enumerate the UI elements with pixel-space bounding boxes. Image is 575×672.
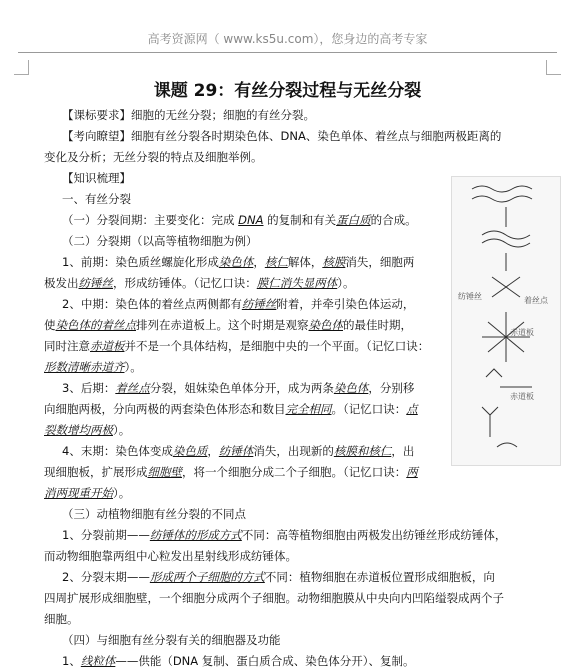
line-text: （三）动植物细胞有丝分裂的不同点 xyxy=(62,507,246,521)
line-text: 【考向瞭望】细胞有丝分裂各时期染色体、DNA、染色单体、着丝点与细胞两极距离的 xyxy=(62,129,502,143)
key-term: 着丝点 xyxy=(115,381,150,395)
key-term: 核膜和核仁 xyxy=(333,444,392,458)
text-line xyxy=(44,609,79,630)
line-text: ）。 xyxy=(113,486,131,500)
line-text: 消失，出现新的 xyxy=(253,444,334,458)
key-term: 消两现重开始 xyxy=(44,486,113,500)
key-term: 染色体 xyxy=(218,255,254,269)
line-text: 解体， xyxy=(287,255,323,269)
line-text: ）。 xyxy=(337,276,355,290)
line-text: 消失，细胞两 xyxy=(345,255,415,269)
line-text: 四周扩展形成细胞壁，一个细胞分成两个子细胞。动物细胞膜从中央向内凹陷缢裂成两个子 xyxy=(44,591,504,605)
key-term: 染色质 xyxy=(172,444,208,458)
header-rule xyxy=(18,52,557,53)
text-line xyxy=(62,252,414,273)
line-text: 细胞。 xyxy=(44,612,79,626)
text-line xyxy=(44,315,412,336)
line-text: 1、 xyxy=(62,654,81,668)
key-term: 核仁 xyxy=(264,255,288,269)
mitosis-diagram xyxy=(452,177,560,465)
key-term: 完全相同 xyxy=(285,402,332,416)
text-line xyxy=(62,504,246,525)
line-text: 2、分裂末期—— xyxy=(62,570,150,584)
line-text: 现细胞板，扩展形成 xyxy=(44,465,148,479)
line-text: 排列在赤道板上。这个时期是观察 xyxy=(136,318,309,332)
text-line xyxy=(44,420,130,441)
line-text: ， xyxy=(207,444,219,458)
line-text: 2、中期：染色体的着丝点两侧都有 xyxy=(62,297,242,311)
line-text: （一）分裂间期：主要变化：完成 xyxy=(62,213,239,227)
figure-label-equator-1: 赤道板 xyxy=(510,328,534,337)
text-line xyxy=(44,336,429,357)
line-text: 附着，并牵引染色体运动， xyxy=(276,297,415,311)
text-line xyxy=(62,105,315,126)
line-text: ，出 xyxy=(391,444,415,458)
line-text: 1、前期：染色质丝螺旋化形成 xyxy=(62,255,219,269)
key-term: 裂数增均两极 xyxy=(44,423,113,437)
key-term: 纺锤丝 xyxy=(78,276,113,290)
line-text: 同时注意 xyxy=(44,339,90,353)
line-text: 1、分裂前期—— xyxy=(62,528,150,542)
line-text: 的最佳时期， xyxy=(343,318,412,332)
line-text: 3、后期： xyxy=(62,381,116,395)
text-line xyxy=(62,567,495,588)
text-line xyxy=(44,546,297,567)
line-text: 。（记忆口诀： xyxy=(331,402,407,416)
text-line xyxy=(62,441,414,462)
key-term: 纺锤体 xyxy=(218,444,254,458)
line-text: 而动物细胞靠两组中心粒发出星射线形成纺锤体。 xyxy=(44,549,297,563)
key-term: 线粒体 xyxy=(80,654,116,668)
line-text: 分裂，姐妹染色单体分开，成为两条 xyxy=(149,381,334,395)
text-line xyxy=(62,126,501,147)
figure-label-equator-2: 赤道板 xyxy=(510,392,534,401)
line-text: （四）与细胞有丝分裂有关的细胞器及功能 xyxy=(62,633,281,647)
mitosis-figure xyxy=(451,176,561,466)
key-term: 纺锤丝 xyxy=(241,297,277,311)
figure-label-spindle: 纺锤丝 xyxy=(458,292,482,301)
page-title: 课题 29：有丝分裂过程与无丝分裂 xyxy=(153,81,422,101)
key-term: 染色体 xyxy=(308,318,343,332)
text-line xyxy=(44,273,355,294)
line-text: ，形成纺锤体。（记忆口诀： xyxy=(113,276,257,290)
text-line xyxy=(62,525,506,546)
key-term: 纺锤体的形成方式 xyxy=(149,528,242,542)
key-term: 膜仁消失显两体 xyxy=(256,276,338,290)
margin-corner-right xyxy=(546,60,561,75)
line-text: ，将一个细胞分成二个子细胞。（记忆口诀： xyxy=(182,465,407,479)
text-line xyxy=(44,483,130,504)
page-header: 高考资源网（ www.ks5u.com），您身边的高考专家 xyxy=(147,32,428,46)
line-text: ，分别移 xyxy=(368,381,415,395)
line-text: 不同：植物细胞在赤道板位置形成细胞板，向 xyxy=(264,570,495,584)
text-line xyxy=(62,210,417,231)
text-line xyxy=(62,231,258,252)
line-text: 的复制和有关 xyxy=(263,213,337,227)
key-term: 蛋白质 xyxy=(336,213,371,227)
line-text: （二）分裂期（以高等植物细胞为例） xyxy=(62,234,258,248)
line-text: 的合成。 xyxy=(370,213,417,227)
key-term: 染色体的着丝点 xyxy=(55,318,136,332)
key-term: DNA xyxy=(238,213,264,227)
key-term: 两 xyxy=(406,465,418,479)
line-text: ）。 xyxy=(124,360,142,374)
key-term: 赤道板 xyxy=(90,339,125,353)
line-text: 极发出 xyxy=(44,276,79,290)
key-term: 形数清晰赤道齐 xyxy=(44,360,125,374)
margin-corner-left xyxy=(14,60,29,75)
text-line xyxy=(44,147,263,168)
key-term: 细胞壁 xyxy=(147,465,182,479)
text-line xyxy=(44,357,142,378)
text-line xyxy=(62,294,414,315)
text-line xyxy=(62,630,281,651)
key-term: 核膜 xyxy=(322,255,346,269)
key-term: 形成两个子细胞的方式 xyxy=(149,570,265,584)
line-text: 4、末期：染色体变成 xyxy=(62,444,173,458)
line-text: ——供能（DNA 复制、蛋白质合成、染色体分开）、复制。 xyxy=(115,654,415,668)
line-text: 一、有丝分裂 xyxy=(62,192,131,206)
line-text: ， xyxy=(253,255,265,269)
figure-label-centromere: 着丝点 xyxy=(524,296,548,305)
line-text: 使 xyxy=(44,318,56,332)
line-text: ）。 xyxy=(113,423,131,437)
key-term: 染色体 xyxy=(333,381,369,395)
text-line xyxy=(44,399,418,420)
text-line xyxy=(62,168,131,189)
text-line xyxy=(44,588,504,609)
text-line xyxy=(62,189,131,210)
line-text: 【知识梳理】 xyxy=(62,171,131,185)
text-line xyxy=(62,378,414,399)
key-term: 点 xyxy=(406,402,418,416)
line-text: 向细胞两极，分向两极的两套染色体形态和数目 xyxy=(44,402,286,416)
line-text: 不同：高等植物细胞由两极发出纺锤丝形成纺锤体， xyxy=(241,528,507,542)
text-line xyxy=(44,462,418,483)
line-text: 【课标要求】细胞的无丝分裂；细胞的有丝分裂。 xyxy=(62,108,315,122)
line-text: 变化及分析；无丝分裂的特点及细胞举例。 xyxy=(44,150,263,164)
line-text: 并不是一个具体结构，是细胞中央的一个平面。（记忆口诀： xyxy=(124,339,430,353)
